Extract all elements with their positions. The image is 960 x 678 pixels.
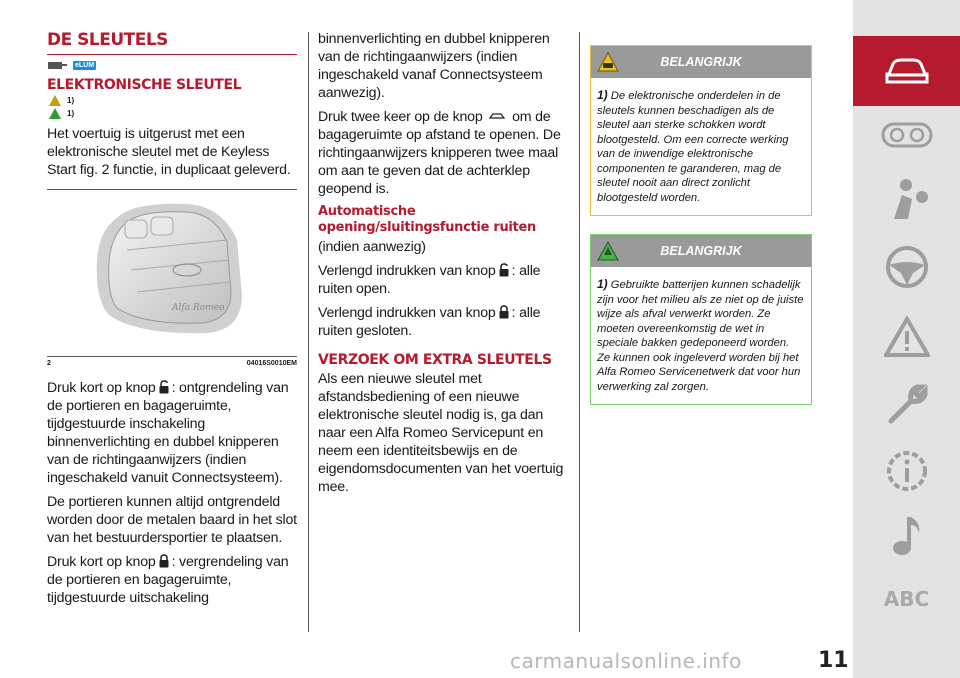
sidebar-item-emergency[interactable] — [853, 302, 960, 372]
column-middle — [318, 30, 568, 502]
lock-icon — [499, 305, 509, 319]
figure-caption — [47, 356, 297, 367]
svg-text:Alfa Romeo: Alfa Romeo — [172, 303, 225, 313]
dashboard-icon — [881, 120, 933, 150]
box-text: De elektronische onderdelen in de sleutels kunnen beschadigen als de sleutel aan sterke schokken wordt blootgesteld. Om een correcte werking van de inwendige elektronische componenten te garanderen, mag de sleutel nooit aan direct zonlicht blootgesteld worden. — [597, 90, 789, 204]
unlock-icon — [159, 380, 169, 394]
sidebar-item-safety[interactable] — [853, 164, 960, 234]
text-part: Druk kort op knop — [47, 380, 156, 396]
fuel-elum-icons — [47, 59, 297, 71]
car-icon — [883, 56, 931, 86]
text-part: : alle ruiten gesloten. — [318, 305, 541, 339]
wrench-icon — [885, 383, 929, 427]
column-divider — [579, 32, 580, 632]
warning-ref-green — [49, 108, 297, 119]
text-part: Verlengd indrukken van knop — [318, 263, 496, 279]
warning-triangle-icon — [49, 95, 61, 106]
elum-badge: eLUM — [75, 61, 95, 69]
text-part: : vergrendeling van de portieren en bagageruimte, tijdgestuurde uitschakeling — [47, 554, 289, 606]
environment-icon — [597, 241, 619, 261]
box-body — [591, 78, 811, 215]
important-box-green — [590, 234, 812, 405]
ref-label: 1) — [67, 109, 75, 118]
steering-wheel-icon — [885, 245, 929, 289]
text-part: Druk twee keer op de knop — [318, 109, 483, 125]
lock-icon — [159, 554, 169, 568]
box-title: BELANGRIJK — [660, 55, 742, 69]
fuel-nozzle-icon — [47, 59, 69, 71]
sidebar-item-index[interactable] — [853, 564, 960, 634]
electronic-key-image — [47, 200, 297, 340]
figure-code: 04016S0010EM — [246, 360, 297, 367]
key-figure — [47, 189, 297, 350]
environment-icon — [49, 108, 61, 119]
sidebar-item-multimedia[interactable] — [853, 500, 960, 570]
trunk-paragraph — [318, 108, 568, 198]
section-title: DE SLEUTELS — [47, 30, 297, 55]
car-warning-icon — [597, 52, 619, 72]
windows-heading: Automatische opening/sluitingsfunctie ruiten — [318, 204, 536, 235]
page-number: 11 — [818, 648, 849, 673]
box-ref: 1) — [597, 88, 608, 102]
text-part: : ontgrendeling van de portieren en bagageruimte, tijdgestuurde inschakeling binnenverlichting en dubbel knipperen van de richtingaanwijzers (indien ingeschakeld vanuit Connectsysteem). — [47, 380, 289, 486]
if-present-text: (indien aanwezig) — [318, 239, 426, 255]
box-body — [591, 267, 811, 404]
sidebar-item-driving[interactable] — [853, 232, 960, 302]
text-part: om de bagageruimte op afstand te openen. De richtingaanwijzers knipperen twee maal om aan te geven dat de achterklep geopend is. — [318, 109, 561, 197]
column-right — [590, 45, 812, 423]
sidebar-item-technical[interactable] — [853, 436, 960, 506]
music-note-icon — [889, 513, 925, 557]
intro-paragraph: Het voertuig is uitgerust met een elektronische sleutel met de Keyless Start fig. 2 functie, in duplicaat geleverd. — [47, 126, 291, 178]
watermark: carmanualsonline.info — [510, 649, 742, 673]
warning-ref-yellow — [49, 95, 297, 106]
extra-keys-paragraph: Als een nieuwe sleutel met afstandsbediening of een nieuwe elektronische sleutel nodig is, ga dan naar een Alfa Romeo Servicepunt en neem een identiteitsbewijs en de eigendomsdocumenten van het voertuig mee. — [318, 371, 564, 495]
warning-icon — [884, 316, 930, 358]
sidebar-item-maintenance[interactable] — [853, 370, 960, 440]
figure-number: 2 — [47, 360, 51, 367]
text-part: : alle ruiten open. — [318, 263, 541, 297]
text-part: Verlengd indrukken van knop — [318, 305, 496, 321]
windows-open-paragraph — [318, 262, 568, 298]
box-text: Gebruikte batterijen kunnen schadelijk zijn voor het milieu als ze niet op de juiste wijze als afval verwerkt worden. Ze moeten overeenkomstig de wet in speciale bakken gedeponeerd worden. Ze kunnen ook ingeleverd worden bij het Alfa Romeo Servicenetwerk dat voor hun verwerking zal zorgen. — [597, 279, 804, 393]
box-ref: 1) — [597, 277, 608, 291]
box-header — [591, 46, 811, 78]
extra-keys-heading: VERZOEK OM EXTRA SLEUTELS — [318, 352, 552, 368]
column-left — [47, 30, 297, 613]
sidebar-item-dashboard[interactable] — [853, 100, 960, 170]
lock-paragraph — [47, 553, 297, 607]
info-icon — [885, 449, 929, 493]
unlock-paragraph — [47, 379, 297, 487]
box-header — [591, 235, 811, 267]
ref-label: 1) — [67, 96, 75, 105]
sidebar-item-car[interactable] — [853, 36, 960, 106]
box-title: BELANGRIJK — [660, 244, 742, 258]
chapter-sidebar — [853, 0, 960, 678]
trunk-icon — [489, 109, 505, 123]
airbag-person-icon — [884, 177, 930, 221]
abc-label: ABC — [883, 587, 930, 611]
windows-close-paragraph — [318, 304, 568, 340]
important-box-yellow — [590, 45, 812, 216]
metal-key-paragraph: De portieren kunnen altijd ontgrendeld worden door de metalen baard in het slot van het bestuurdersportier te plaatsen. — [47, 494, 297, 546]
continued-paragraph: binnenverlichting en dubbel knipperen van de richtingaanwijzers (indien ingeschakeld vanaf Connectsysteem aanwezig). — [318, 31, 550, 101]
text-part: Druk kort op knop — [47, 554, 156, 570]
subsection-title: ELEKTRONISCHE SLEUTEL — [47, 77, 242, 93]
unlock-icon — [499, 263, 509, 277]
column-divider — [308, 32, 309, 632]
